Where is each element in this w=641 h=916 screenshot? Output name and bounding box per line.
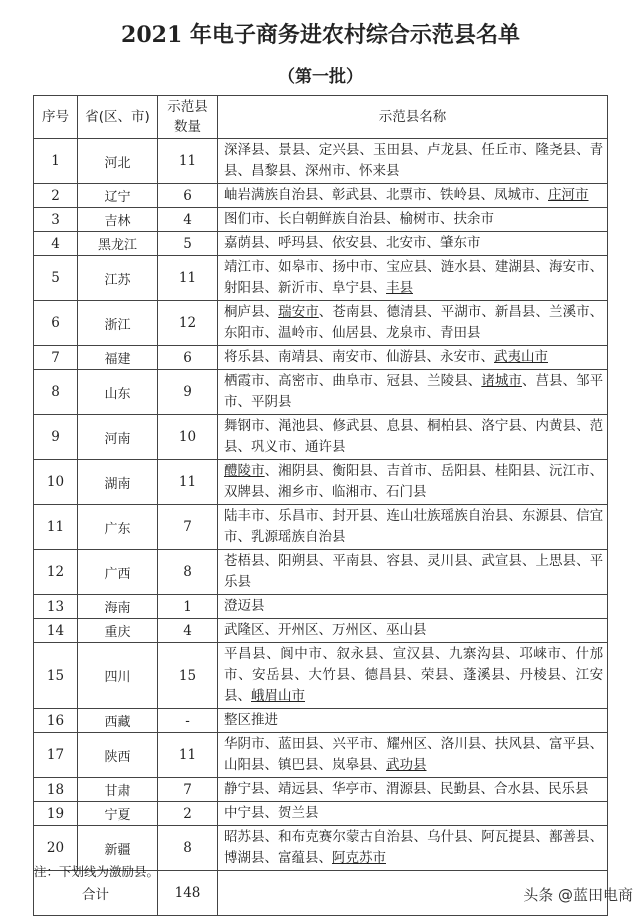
watermark: 头条 @蓝田电商 [523,886,633,904]
county-name: 景县 [278,142,306,158]
county-name: 德清县 [386,304,428,320]
row-province: 宁夏 [78,802,158,826]
table-row [34,346,608,370]
county-name: 兴平市 [332,736,373,752]
table-row [34,415,608,460]
county-name: 阿克苏市 [332,850,386,866]
county-name: 万州区 [332,622,373,638]
county-name: 青田县 [440,325,481,341]
row-county-names: 醴陵市、湘阴县、衡阳县、吉首市、岳阳县、桂阳县、沅江市、双牌县、湘乡市、临湘市、石门县 [218,460,608,505]
county-name: 连山壮族瑶族自治县 [386,508,509,524]
county-name: 石门县 [386,484,427,500]
row-seq: 5 [34,256,78,301]
county-name: 莒县 [535,373,563,389]
table-row [34,643,608,709]
county-name: 湘乡市 [278,484,319,500]
row-province: 山东 [78,370,158,415]
county-name: 博湖县 [224,850,265,866]
row-seq: 12 [34,550,78,595]
row-count: 10 [158,415,218,460]
county-name: 铁岭县 [440,187,481,203]
row-county-names [218,709,608,733]
county-name: 新昌县 [494,304,536,320]
county-name: 武夷山市 [494,349,548,365]
row-province: 广东 [78,505,158,550]
county-name: 定兴县 [318,142,360,158]
row-province: 海南 [78,595,158,619]
county-name: 海安市 [549,259,590,275]
county-name: 温岭市 [278,325,319,341]
county-name: 东阳市 [224,325,265,341]
table-row [34,550,608,595]
county-name: 巫山县 [386,622,427,638]
row-count: 12 [158,301,218,346]
row-province: 浙江 [78,301,158,346]
county-name: 依安县 [332,235,373,251]
county-name: 扶风县 [494,736,536,752]
county-name: 耀州区 [386,736,428,752]
county-name: 阿瓦提县 [481,829,536,845]
row-count: 7 [158,778,218,802]
county-name: 岳阳县 [440,463,482,479]
row-county-names: 苍梧县、阳朔县、平南县、容县、灵川县、武宣县、上思县、平乐县 [218,550,608,595]
county-name: 整区推进 [224,712,278,728]
county-name: 肇东市 [440,235,481,251]
county-name: 平南县 [332,553,373,569]
county-name: 任丘市 [481,142,522,158]
row-seq: 1 [34,139,78,184]
county-name: 永安市 [440,349,481,365]
row-county-names: 昭苏县、和布克赛尔蒙古自治县、乌什县、阿瓦提县、鄯善县、博湖县、富蕴县、阿克苏市 [218,826,608,871]
county-name: 澄迈县 [224,598,265,614]
county-name: 靖远县 [278,781,319,797]
table-row [34,505,608,550]
county-name: 衡阳县 [332,463,373,479]
county-name: 深州市 [305,163,346,179]
county-name: 栖霞市 [224,373,265,389]
county-name: 桐庐县 [224,304,265,320]
demo-county-table [33,95,608,916]
county-name: 乌什县 [427,829,468,845]
county-name: 巩义市 [251,439,292,455]
county-name: 阳朔县 [278,553,319,569]
county-name: 隆尧县 [535,142,577,158]
county-name: 开州区 [278,622,319,638]
county-name: 镇巴县 [278,757,319,773]
header-seq: 序号 [34,96,78,139]
county-name: 卢龙县 [427,142,468,158]
county-name: 叙永县 [336,646,379,662]
county-name: 荣县 [420,667,449,683]
row-county-names: 陆丰市、乐昌市、封开县、连山壮族瑶族自治县、东源县、信宜市、乳源瑶族自治县 [218,505,608,550]
county-name: 蓬溪县 [463,667,506,683]
row-county-names: 桐庐县、瑞安市、苍南县、德清县、平湖市、新昌县、兰溪市、东阳市、温岭市、仙居县、龙泉市、青田县 [218,301,608,346]
row-county-names: 深泽县、景县、定兴县、玉田县、卢龙县、任丘市、隆尧县、青县、昌黎县、深州市、怀来县 [218,139,608,184]
county-name: 武宣县 [481,553,522,569]
county-name: 北票市 [386,187,427,203]
county-name: 仙居县 [332,325,373,341]
county-name: 德昌县 [364,667,407,683]
county-name: 富平县 [549,736,590,752]
county-name: 陆丰市 [224,508,265,524]
county-name: 安岳县 [252,667,295,683]
county-name: 九寨沟县 [449,646,506,662]
row-province: 黑龙江 [78,232,158,256]
county-name: 涟水县 [440,259,482,275]
county-name: 深泽县 [224,142,265,158]
row-seq: 3 [34,208,78,232]
county-name: 岚皋县 [332,757,373,773]
county-name: 丹棱县 [519,667,562,683]
row-county-names: 嘉荫县、呼玛县、依安县、北安市、肇东市 [218,232,608,256]
row-count: 4 [158,619,218,643]
county-name: 曲阜市 [332,373,373,389]
county-name: 渭源县 [386,781,427,797]
county-name: 新沂市 [278,280,319,296]
county-name: 冠县 [386,373,414,389]
county-name: 庄河市 [548,187,589,203]
row-seq: 8 [34,370,78,415]
county-name: 鄯善县 [548,829,590,845]
county-name: 平阴县 [251,394,292,410]
county-name: 封开县 [332,508,373,524]
county-name: 临湘市 [332,484,373,500]
row-province: 辽宁 [78,184,158,208]
total-label: 合计 [34,871,158,916]
county-name: 南安市 [332,349,373,365]
county-name: 贺兰县 [278,805,319,821]
row-province: 福建 [78,346,158,370]
footnote: 注：下划线为激励县。 [34,864,160,879]
row-county-names: 舞钢市、渑池县、修武县、息县、桐柏县、洛宁县、内黄县、范县、巩义市、通许县 [218,415,608,460]
county-name: 宣汉县 [392,646,435,662]
county-name: 山阳县 [224,757,265,773]
row-province: 江苏 [78,256,158,301]
county-name: 兰陵县 [427,373,468,389]
row-seq: 7 [34,346,78,370]
county-name: 上思县 [535,553,577,569]
county-name: 信宜市 [224,508,604,545]
row-count: 11 [158,733,218,778]
document-subtitle: （第一批） [278,67,363,87]
header-names: 示范县名称 [218,96,608,139]
county-name: 洛宁县 [481,418,522,434]
county-name: 容县 [386,553,414,569]
county-name: 玉田县 [372,142,414,158]
row-province: 新疆 [78,826,158,871]
row-county-names: 武隆区、开州区、万州区、巫山县 [218,619,608,643]
row-count: 11 [158,139,218,184]
county-name: 嘉荫县 [224,235,265,251]
county-name: 扬中市 [332,259,373,275]
row-seq: 19 [34,802,78,826]
row-count: 15 [158,643,218,709]
row-count: 2 [158,802,218,826]
row-province: 吉林 [78,208,158,232]
county-name: 邛崃市 [519,646,562,662]
county-name: 平乐县 [224,553,604,590]
header-count: 示范县 数量 [158,96,218,139]
row-province: 重庆 [78,619,158,643]
table-row [34,208,608,232]
row-county-names: 图们市、长白朝鲜族自治县、榆树市、扶余市 [218,208,608,232]
county-name: 武功县 [386,757,427,773]
row-seq: 9 [34,415,78,460]
county-name: 长白朝鲜族自治县 [278,211,386,227]
county-name: 江安县 [224,667,604,704]
county-name: 靖江市 [224,259,265,275]
county-name: 大竹县 [308,667,351,683]
county-name: 乐昌市 [278,508,319,524]
county-name: 蓝田县 [278,736,319,752]
table-row [34,301,608,346]
row-count: 5 [158,232,218,256]
row-county-names: 将乐县、南靖县、南安市、仙游县、永安市、武夷山市 [218,346,608,370]
county-name: 什邡市 [224,646,604,683]
county-name: 苍南县 [332,304,373,320]
table-row [34,778,608,802]
row-seq: 2 [34,184,78,208]
row-count: 9 [158,370,218,415]
county-name: 峨眉山市 [251,688,305,704]
county-name: 兰溪市 [549,304,590,320]
county-name: 宝应县 [386,259,428,275]
county-name: 灵川县 [427,553,468,569]
county-name: 舞钢市 [224,418,265,434]
row-county-names [218,595,608,619]
county-name: 龙泉市 [386,325,427,341]
county-name: 岫岩满族自治县 [224,187,319,203]
row-count: 4 [158,208,218,232]
county-name: 乳源瑶族自治县 [251,529,346,545]
row-count: 11 [158,256,218,301]
county-name: 彰武县 [332,187,373,203]
county-name: 民勤县 [440,781,481,797]
table-row [34,370,608,415]
county-name: 渑池县 [278,418,319,434]
row-seq: 13 [34,595,78,619]
county-name: 中宁县 [224,805,265,821]
row-count: 6 [158,346,218,370]
row-province: 甘肃 [78,778,158,802]
county-name: 民乐县 [548,781,589,797]
document-title: 2021 年电子商务进农村综合示范县名单 [121,22,520,48]
county-name: 静宁县 [224,781,265,797]
county-name: 平昌县 [224,646,267,662]
county-name: 桂阳县 [494,463,536,479]
row-province: 河北 [78,139,158,184]
table-row [34,802,608,826]
table-row [34,184,608,208]
county-name: 合水县 [494,781,535,797]
row-province: 西藏 [78,709,158,733]
county-name: 昌黎县 [251,163,292,179]
county-name: 射阳县 [224,280,265,296]
county-name: 平湖市 [440,304,482,320]
row-seq: 6 [34,301,78,346]
county-name: 诸城市 [481,373,522,389]
row-county-names: 岫岩满族自治县、彰武县、北票市、铁岭县、凤城市、庄河市 [218,184,608,208]
county-name: 丰县 [386,280,413,296]
county-name: 图们市 [224,211,265,227]
row-county-names: 栖霞市、高密市、曲阜市、冠县、兰陵县、诸城市、莒县、邹平市、平阴县 [218,370,608,415]
row-seq: 10 [34,460,78,505]
county-name: 呼玛县 [278,235,319,251]
county-name: 修武县 [332,418,373,434]
county-name: 华亭市 [332,781,373,797]
row-seq: 18 [34,778,78,802]
county-name: 怀来县 [359,163,400,179]
county-name: 仙游县 [386,349,427,365]
row-seq: 11 [34,505,78,550]
county-name: 武隆区 [224,622,265,638]
county-name: 扶余市 [453,211,494,227]
row-province: 广西 [78,550,158,595]
row-count: 6 [158,184,218,208]
row-count: 11 [158,460,218,505]
row-seq: 20 [34,826,78,871]
row-seq: 14 [34,619,78,643]
county-name: 将乐县 [224,349,265,365]
county-name: 和布克赛尔蒙古自治县 [278,829,414,845]
county-name: 息县 [386,418,414,434]
row-seq: 16 [34,709,78,733]
row-seq: 17 [34,733,78,778]
row-county-names: 靖江市、如皋市、扬中市、宝应县、涟水县、建湖县、海安市、射阳县、新沂市、阜宁县、丰县 [218,256,608,301]
row-count: - [158,709,218,733]
county-name: 醴陵市 [224,463,265,479]
table-row [34,139,608,184]
county-name: 南靖县 [278,349,319,365]
row-count: 7 [158,505,218,550]
county-name: 阆中市 [280,646,323,662]
county-name: 苍梧县 [224,553,265,569]
table-header-row [34,96,608,139]
county-name: 榆树市 [399,211,440,227]
table-row [34,256,608,301]
row-count: 8 [158,550,218,595]
county-name: 建湖县 [494,259,536,275]
row-province: 河南 [78,415,158,460]
table-row [34,733,608,778]
row-count: 8 [158,826,218,871]
county-name: 富蕴县 [278,850,319,866]
header-province: 省(区、市) [78,96,158,139]
total-count: 148 [158,871,218,916]
county-name: 高密市 [278,373,319,389]
county-name: 吉首市 [386,463,428,479]
row-province: 湖南 [78,460,158,505]
row-province: 四川 [78,643,158,709]
county-name: 内黄县 [535,418,577,434]
row-county-names: 静宁县、靖远县、华亭市、渭源县、民勤县、合水县、民乐县 [218,778,608,802]
table-row [34,709,608,733]
table-row [34,595,608,619]
county-name: 范县 [224,418,604,455]
county-name: 如皋市 [278,259,319,275]
county-name: 双牌县 [224,484,265,500]
row-seq: 15 [34,643,78,709]
row-count: 1 [158,595,218,619]
county-name: 瑞安市 [278,304,319,320]
county-name: 昭苏县 [224,829,265,845]
row-seq: 4 [34,232,78,256]
county-name: 凤城市 [494,187,535,203]
row-county-names: 中宁县、贺兰县 [218,802,608,826]
table-row [34,460,608,505]
county-name: 洛川县 [440,736,482,752]
county-name: 青县 [224,142,604,179]
county-name: 邹平市 [224,373,604,410]
county-name: 东源县 [521,508,563,524]
county-name: 通许县 [305,439,346,455]
county-name: 北安市 [386,235,427,251]
table-row [34,619,608,643]
county-name: 阜宁县 [332,280,373,296]
county-name: 湘阴县 [278,463,319,479]
county-name: 沅江市 [549,463,590,479]
row-county-names: 平昌县、阆中市、叙永县、宣汉县、九寨沟县、邛崃市、什邡市、安岳县、大竹县、德昌县、荣县、蓬溪县、丹棱县、江安县、峨眉山市 [218,643,608,709]
table-row [34,232,608,256]
row-county-names: 华阴市、蓝田县、兴平市、耀州区、洛川县、扶风县、富平县、山阳县、镇巴县、岚皋县、武功县 [218,733,608,778]
county-name: 桐柏县 [427,418,468,434]
county-name: 华阴市 [224,736,265,752]
row-province: 陕西 [78,733,158,778]
